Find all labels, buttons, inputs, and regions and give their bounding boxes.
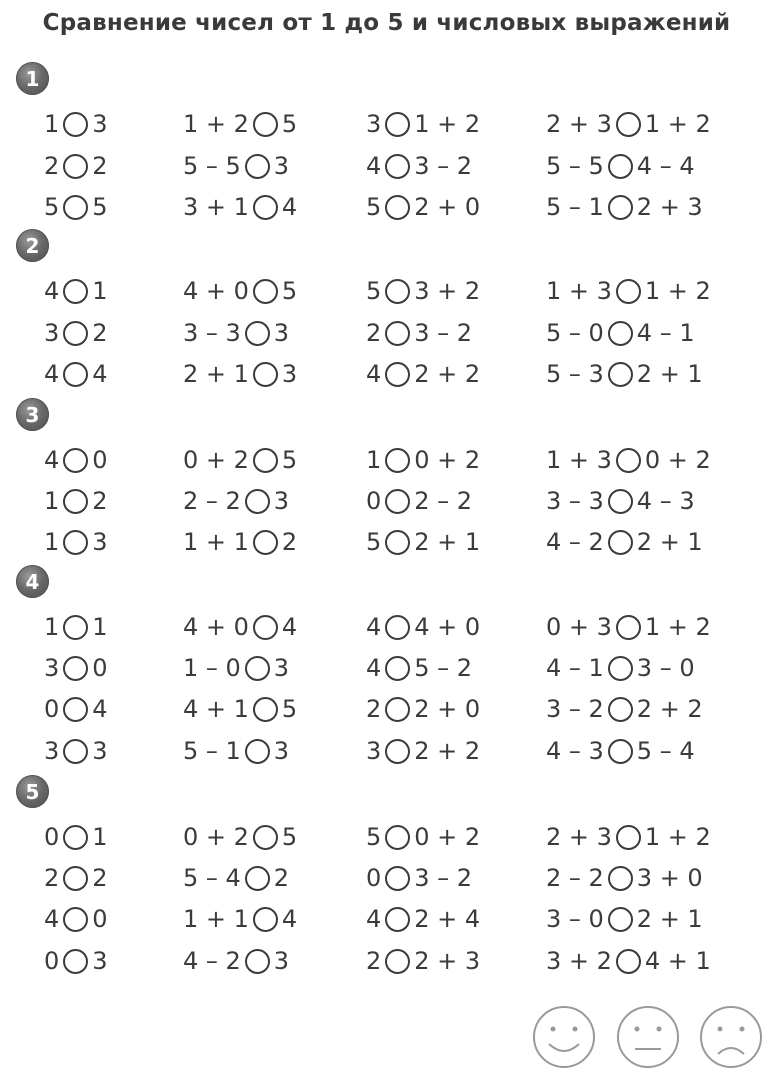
right-expression: 2 + 1: [636, 360, 703, 388]
comparison-exercise: [183, 689, 297, 729]
right-expression: 1: [92, 613, 108, 641]
right-expression: 3 – 2: [414, 152, 473, 180]
answer-circle[interactable]: [616, 448, 641, 473]
left-expression: 2: [366, 319, 382, 347]
left-expression: 4: [366, 152, 382, 180]
comparison-exercise: [366, 187, 480, 227]
answer-circle[interactable]: [245, 866, 270, 891]
answer-circle[interactable]: [608, 907, 633, 932]
comparison-exercise: [44, 941, 108, 981]
left-expression: 4 + 0: [183, 277, 249, 305]
comparison-exercise: [183, 313, 289, 353]
answer-circle[interactable]: [245, 154, 270, 179]
comparison-exercise: [546, 146, 695, 186]
answer-circle[interactable]: [385, 739, 410, 764]
comparison-exercise: [546, 607, 711, 647]
answer-circle[interactable]: [385, 448, 410, 473]
right-expression: 2 + 2: [414, 360, 481, 388]
answer-circle[interactable]: [385, 489, 410, 514]
answer-circle[interactable]: [245, 321, 270, 346]
answer-circle[interactable]: [245, 739, 270, 764]
left-expression: 5 – 4: [183, 864, 241, 892]
answer-circle[interactable]: [608, 697, 633, 722]
answer-circle[interactable]: [616, 825, 641, 850]
right-expression: 3: [273, 487, 290, 515]
answer-circle[interactable]: [608, 489, 633, 514]
page-title: Сравнение чисел от 1 до 5 и числовых выражений: [42, 10, 731, 36]
comparison-exercise: [366, 354, 480, 394]
right-expression: 4 + 1: [644, 947, 711, 975]
left-expression: 4: [366, 360, 382, 388]
answer-circle[interactable]: [608, 530, 633, 555]
right-expression: 3 – 2: [414, 864, 473, 892]
comparison-exercise: [366, 607, 480, 647]
left-expression: 4 + 1: [183, 695, 249, 723]
right-expression: 3: [273, 319, 290, 347]
comparison-exercise: [44, 858, 108, 898]
left-expression: 5 – 1: [546, 193, 604, 221]
left-expression: 3: [44, 654, 60, 682]
comparison-exercise: [366, 858, 472, 898]
left-expression: 4: [44, 277, 60, 305]
exercise-row: [0, 899, 773, 939]
left-expression: 5 – 5: [183, 152, 241, 180]
comparison-exercise: [546, 313, 695, 353]
right-expression: 3 + 0: [636, 864, 703, 892]
exercise-row: [0, 481, 773, 521]
right-expression: 4 – 4: [636, 152, 695, 180]
left-expression: 1 + 1: [183, 905, 249, 933]
left-expression: 4: [366, 654, 382, 682]
happy-face-icon[interactable]: [531, 1004, 597, 1070]
comparison-exercise: [366, 146, 472, 186]
left-expression: 5 – 0: [546, 319, 604, 347]
left-expression: 1 – 0: [183, 654, 241, 682]
right-expression: 0: [92, 654, 108, 682]
comparison-exercise: [183, 522, 297, 562]
answer-circle[interactable]: [385, 530, 410, 555]
answer-circle[interactable]: [253, 279, 278, 304]
answer-circle[interactable]: [63, 362, 88, 387]
answer-circle[interactable]: [608, 866, 633, 891]
answer-circle[interactable]: [63, 866, 88, 891]
answer-circle[interactable]: [253, 907, 278, 932]
right-expression: 5: [281, 446, 298, 474]
exercise-row: [0, 858, 773, 898]
comparison-exercise: [44, 481, 108, 521]
comparison-exercise: [44, 522, 108, 562]
right-expression: 0: [92, 905, 108, 933]
left-expression: 2 + 3: [546, 110, 612, 138]
left-expression: 0: [44, 695, 60, 723]
right-expression: 5: [281, 110, 298, 138]
comparison-exercise: [546, 817, 711, 857]
sad-face-icon[interactable]: [698, 1004, 764, 1070]
answer-circle[interactable]: [253, 195, 278, 220]
answer-circle[interactable]: [385, 907, 410, 932]
comparison-exercise: [546, 522, 703, 562]
comparison-exercise: [183, 146, 289, 186]
left-expression: 4: [366, 613, 382, 641]
answer-circle[interactable]: [608, 656, 633, 681]
exercise-row: [0, 104, 773, 144]
neutral-face-icon[interactable]: [615, 1004, 681, 1070]
answer-circle[interactable]: [63, 615, 88, 640]
comparison-exercise: [44, 271, 108, 311]
answer-circle[interactable]: [608, 321, 633, 346]
left-expression: 1 + 2: [183, 110, 249, 138]
comparison-exercise: [546, 104, 711, 144]
comparison-exercise: [546, 440, 711, 480]
exercise-row: [0, 648, 773, 688]
answer-circle[interactable]: [385, 615, 410, 640]
left-expression: 4 – 2: [183, 947, 241, 975]
left-expression: 5: [366, 528, 382, 556]
comparison-exercise: [44, 146, 108, 186]
right-expression: 4 + 0: [414, 613, 481, 641]
right-expression: 5 – 2: [414, 654, 473, 682]
left-expression: 0: [366, 864, 382, 892]
left-expression: 5 – 5: [546, 152, 604, 180]
exercise-row: [0, 817, 773, 857]
right-expression: 2: [92, 319, 108, 347]
left-expression: 1: [44, 110, 60, 138]
right-expression: 3: [92, 737, 108, 765]
comparison-exercise: [44, 648, 108, 688]
left-expression: 2: [44, 864, 60, 892]
right-expression: 2 + 1: [636, 528, 703, 556]
answer-circle[interactable]: [63, 697, 88, 722]
exercise-row: [0, 313, 773, 353]
right-expression: 3: [92, 947, 108, 975]
answer-circle[interactable]: [245, 949, 270, 974]
answer-circle[interactable]: [63, 154, 88, 179]
task-number-badge: 1: [16, 62, 49, 95]
comparison-exercise: [546, 858, 703, 898]
comparison-exercise: [44, 104, 108, 144]
right-expression: 1 + 2: [644, 823, 711, 851]
answer-circle[interactable]: [385, 825, 410, 850]
answer-circle[interactable]: [608, 362, 633, 387]
comparison-exercise: [546, 689, 703, 729]
exercise-row: [0, 689, 773, 729]
answer-circle[interactable]: [253, 112, 278, 137]
comparison-exercise: [183, 607, 297, 647]
right-expression: 5: [281, 823, 298, 851]
left-expression: 5: [366, 823, 382, 851]
right-expression: 1 + 2: [644, 613, 711, 641]
left-expression: 2: [44, 152, 60, 180]
exercise-row: [0, 354, 773, 394]
answer-circle[interactable]: [616, 949, 641, 974]
answer-circle[interactable]: [253, 825, 278, 850]
comparison-exercise: [546, 187, 703, 227]
comparison-exercise: [366, 440, 480, 480]
right-expression: 4: [92, 360, 108, 388]
right-expression: 4: [281, 613, 298, 641]
answer-circle[interactable]: [63, 825, 88, 850]
comparison-exercise: [546, 271, 711, 311]
right-expression: 1 + 2: [414, 110, 481, 138]
comparison-exercise: [366, 313, 472, 353]
comparison-exercise: [546, 481, 695, 521]
comparison-exercise: [44, 817, 108, 857]
right-expression: 3: [273, 947, 290, 975]
comparison-exercise: [366, 522, 480, 562]
comparison-exercise: [366, 271, 480, 311]
task-number-badge: 5: [16, 775, 49, 808]
exercise-row: [0, 271, 773, 311]
left-expression: 3 + 1: [183, 193, 249, 221]
answer-circle[interactable]: [385, 949, 410, 974]
left-expression: 1: [44, 613, 60, 641]
left-expression: 2: [366, 695, 382, 723]
exercise-row: [0, 731, 773, 771]
left-expression: 3: [366, 737, 382, 765]
answer-circle[interactable]: [385, 195, 410, 220]
answer-circle[interactable]: [63, 321, 88, 346]
right-expression: 2 + 3: [636, 193, 703, 221]
answer-circle[interactable]: [608, 739, 633, 764]
right-expression: 2 + 0: [414, 193, 481, 221]
right-expression: 4: [281, 905, 298, 933]
answer-circle[interactable]: [385, 279, 410, 304]
answer-circle[interactable]: [385, 656, 410, 681]
right-expression: 2 + 1: [636, 905, 703, 933]
right-expression: 3: [273, 654, 290, 682]
comparison-exercise: [366, 648, 472, 688]
right-expression: 2 + 2: [414, 737, 481, 765]
answer-circle[interactable]: [245, 489, 270, 514]
answer-circle[interactable]: [63, 739, 88, 764]
answer-circle[interactable]: [385, 697, 410, 722]
left-expression: 0 + 3: [546, 613, 612, 641]
right-expression: 5: [281, 277, 298, 305]
right-expression: 2 + 4: [414, 905, 481, 933]
left-expression: 3 – 3: [546, 487, 604, 515]
left-expression: 0: [44, 947, 60, 975]
left-expression: 2 – 2: [546, 864, 604, 892]
comparison-exercise: [183, 648, 289, 688]
answer-circle[interactable]: [245, 656, 270, 681]
answer-circle[interactable]: [616, 112, 641, 137]
comparison-exercise: [183, 187, 297, 227]
left-expression: 4: [366, 905, 382, 933]
answer-circle[interactable]: [608, 195, 633, 220]
exercise-row: [0, 522, 773, 562]
left-expression: 1: [366, 446, 382, 474]
answer-circle[interactable]: [63, 279, 88, 304]
right-expression: 1 + 2: [644, 110, 711, 138]
left-expression: 5 – 1: [183, 737, 241, 765]
left-expression: 3 – 0: [546, 905, 604, 933]
right-expression: 2 + 2: [636, 695, 703, 723]
left-expression: 3 – 2: [546, 695, 604, 723]
answer-circle[interactable]: [608, 154, 633, 179]
left-expression: 2 + 1: [183, 360, 249, 388]
answer-circle[interactable]: [63, 530, 88, 555]
exercise-row: [0, 941, 773, 981]
left-expression: 4: [44, 905, 60, 933]
left-expression: 3: [366, 110, 382, 138]
right-expression: 0: [92, 446, 108, 474]
answer-circle[interactable]: [385, 112, 410, 137]
left-expression: 1: [44, 528, 60, 556]
comparison-exercise: [546, 731, 695, 771]
answer-circle[interactable]: [63, 448, 88, 473]
answer-circle[interactable]: [253, 697, 278, 722]
left-expression: 4 – 2: [546, 528, 604, 556]
left-expression: 2 + 3: [546, 823, 612, 851]
answer-circle[interactable]: [385, 154, 410, 179]
answer-circle[interactable]: [616, 615, 641, 640]
answer-circle[interactable]: [253, 362, 278, 387]
comparison-exercise: [366, 731, 480, 771]
left-expression: 5 – 3: [546, 360, 604, 388]
right-expression: 3: [92, 110, 108, 138]
comparison-exercise: [44, 607, 108, 647]
comparison-exercise: [44, 440, 108, 480]
left-expression: 1 + 3: [546, 446, 612, 474]
comparison-exercise: [366, 941, 480, 981]
comparison-exercise: [183, 899, 297, 939]
answer-circle[interactable]: [385, 362, 410, 387]
comparison-exercise: [183, 817, 297, 857]
task-number-badge: 3: [16, 398, 49, 431]
exercise-row: [0, 607, 773, 647]
left-expression: 4 – 1: [546, 654, 604, 682]
comparison-exercise: [183, 858, 289, 898]
comparison-exercise: [44, 689, 108, 729]
exercise-row: [0, 440, 773, 480]
left-expression: 0 + 2: [183, 823, 249, 851]
comparison-exercise: [44, 354, 108, 394]
left-expression: 2 – 2: [183, 487, 241, 515]
right-expression: 2 + 3: [414, 947, 481, 975]
comparison-exercise: [44, 313, 108, 353]
right-expression: 0 + 2: [414, 823, 481, 851]
right-expression: 5 – 4: [636, 737, 695, 765]
answer-circle[interactable]: [253, 448, 278, 473]
right-expression: 3 – 2: [414, 319, 473, 347]
left-expression: 0 + 2: [183, 446, 249, 474]
right-expression: 4 – 3: [636, 487, 695, 515]
right-expression: 3 + 2: [414, 277, 481, 305]
comparison-exercise: [546, 648, 695, 688]
answer-circle[interactable]: [63, 195, 88, 220]
left-expression: 4: [44, 446, 60, 474]
comparison-exercise: [44, 731, 108, 771]
left-expression: 4: [44, 360, 60, 388]
right-expression: 0 + 2: [644, 446, 711, 474]
task-number-badge: 4: [16, 565, 49, 598]
answer-circle[interactable]: [385, 866, 410, 891]
right-expression: 4 – 1: [636, 319, 695, 347]
comparison-exercise: [183, 271, 297, 311]
left-expression: 3 + 2: [546, 947, 612, 975]
left-expression: 3: [44, 319, 60, 347]
comparison-exercise: [183, 104, 297, 144]
left-expression: 5: [44, 193, 60, 221]
answer-circle[interactable]: [63, 907, 88, 932]
answer-circle[interactable]: [385, 321, 410, 346]
task-number-badge: 2: [16, 229, 49, 262]
left-expression: 3: [44, 737, 60, 765]
right-expression: 3: [281, 360, 298, 388]
answer-circle[interactable]: [63, 949, 88, 974]
left-expression: 4 – 3: [546, 737, 604, 765]
right-expression: 2: [92, 864, 108, 892]
right-expression: 3 – 0: [636, 654, 695, 682]
left-expression: 5: [366, 193, 382, 221]
comparison-exercise: [366, 481, 472, 521]
comparison-exercise: [546, 354, 703, 394]
right-expression: 5: [281, 695, 298, 723]
comparison-exercise: [183, 941, 289, 981]
left-expression: 0: [366, 487, 382, 515]
left-expression: 1: [44, 487, 60, 515]
right-expression: 2 + 1: [414, 528, 481, 556]
comparison-exercise: [183, 440, 297, 480]
left-expression: 1 + 3: [546, 277, 612, 305]
right-expression: 0 + 2: [414, 446, 481, 474]
comparison-exercise: [366, 899, 480, 939]
answer-circle[interactable]: [63, 489, 88, 514]
left-expression: 1 + 1: [183, 528, 249, 556]
exercise-row: [0, 187, 773, 227]
comparison-exercise: [44, 187, 108, 227]
left-expression: 0: [44, 823, 60, 851]
answer-circle[interactable]: [253, 615, 278, 640]
right-expression: 1: [92, 277, 108, 305]
right-expression: 2: [273, 864, 290, 892]
left-expression: 5: [366, 277, 382, 305]
comparison-exercise: [366, 104, 480, 144]
left-expression: 4 + 0: [183, 613, 249, 641]
left-expression: 3 – 3: [183, 319, 241, 347]
right-expression: 5: [92, 193, 108, 221]
comparison-exercise: [546, 899, 703, 939]
comparison-exercise: [366, 817, 480, 857]
right-expression: 1: [92, 823, 108, 851]
answer-circle[interactable]: [63, 112, 88, 137]
comparison-exercise: [183, 731, 289, 771]
answer-circle[interactable]: [616, 279, 641, 304]
right-expression: 4: [92, 695, 108, 723]
comparison-exercise: [366, 689, 480, 729]
right-expression: 2: [281, 528, 298, 556]
right-expression: 3: [273, 152, 290, 180]
comparison-exercise: [546, 941, 711, 981]
right-expression: 1 + 2: [644, 277, 711, 305]
comparison-exercise: [183, 354, 297, 394]
right-expression: 3: [273, 737, 290, 765]
right-expression: 2 + 0: [414, 695, 481, 723]
self-assessment-faces: [0, 1004, 773, 1074]
answer-circle[interactable]: [253, 530, 278, 555]
right-expression: 4: [281, 193, 298, 221]
comparison-exercise: [183, 481, 289, 521]
left-expression: 2: [366, 947, 382, 975]
comparison-exercise: [44, 899, 108, 939]
answer-circle[interactable]: [63, 656, 88, 681]
right-expression: 2 – 2: [414, 487, 473, 515]
right-expression: 2: [92, 487, 108, 515]
right-expression: 3: [92, 528, 108, 556]
exercise-row: [0, 146, 773, 186]
right-expression: 2: [92, 152, 108, 180]
